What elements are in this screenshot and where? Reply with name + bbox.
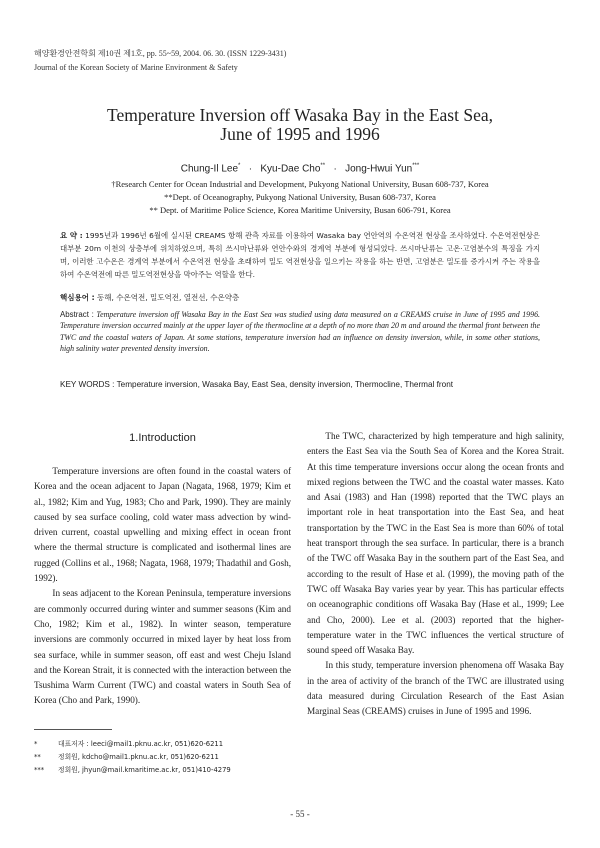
author-1: Chung-Il Lee — [180, 163, 239, 175]
korean-abstract — [60, 229, 540, 281]
korean-abstract-label: 요 약 : — [60, 231, 83, 240]
author-separator-2: · — [333, 163, 337, 175]
korean-keywords-text: 동해, 수온역전, 밀도역전, 열전선, 수온약층 — [96, 293, 240, 302]
author-2-mark: ** — [320, 163, 326, 169]
journal-citation: 해양환경안전학회 제10권 제1호, pp. 55~59, 2004. 06. 30. (ISSN 1229-3431) — [34, 49, 287, 58]
abstract-label: Abstract : — [60, 310, 94, 319]
body-column-left — [34, 464, 291, 709]
paragraph: Temperature inversions are often found in the coastal waters of Korea and the ocean adjacent to Japan (Nagata, 1968, 1979; Kim et al., 1982; Kim and Yug, 1983; Cho and Park, 1990). They are mainly caused by sea surface cooling, cold water mass advection by wind-driven current, coastal upwelling and mixing effect in ocean front where the thermal structure is complicated and isothermal lines are rugged (Collins et al., 1968; Nagata, 1968, 1979; Thadathil and Gosh, 1992). — [34, 466, 291, 584]
affiliation-3: ** Dept. of Maritime Police Science, Korea Maritime University, Busan 606-791, Korea — [149, 205, 451, 215]
author-3: Jong-Hwui Yun — [345, 163, 413, 175]
footnote — [34, 751, 231, 764]
footnote-mark: *** — [34, 766, 45, 774]
journal-name: Journal of the Korean Society of Marine Environment & Safety — [34, 63, 238, 72]
footnote-text: 정회원, kdcho@mail1.pknu.ac.kr, 051)620-6211 — [58, 753, 219, 761]
body-column-right — [307, 429, 564, 720]
paragraph: In seas adjacent to the Korean Peninsula, temperature inversions are commonly occurred during winter and summer seasons (Kim and Cho, 1982; Kim et al., 1982). In winter season, temperature inversions are commonly occurred in mixed layer by heat loss from sea surface, while in summer season, off east and west Cheju Island and the Korean Strait, it is connected with the interaction between the Tsushima Warm Current (TWC) and coastal waters in South Sea of Korea (Cho and Park, 1990). — [34, 588, 291, 706]
english-abstract — [60, 309, 540, 355]
author-2: Kyu-Dae Cho — [260, 163, 321, 175]
footnote — [34, 764, 231, 777]
footnote-text: 대표저자 : leeci@mail1.pknu.ac.kr, 051)620-6211 — [58, 740, 224, 748]
paragraph: The TWC, characterized by high temperature and high salinity, enters the East Sea via the South Sea of Korea and the Korea Strait. At this time temperature inversions occur along the ocean fronts and mixed regions between the TWC and the coastal water masses. Kato and Asai (1983) and Han (1998) reported that the TWC plays an important role in heat transportation into the East Sea, and heat transportation by the TWC in the East Sea is more than 60% of total heat transport through the sea surface. In particular, there is a branch of the TWC off Wasaka Bay in the southern part of the East Sea, and according to the result of Hase et al. (1999), the moving path of the TWC off Wasaka Bay varies year by year. This has particular effects on oceanographic conditions off Wasaka Bay (Hase et al., 1999; Lee and Cho, 2000). Lee et al. (2003) reported that the higher-temperature water in the TWC influences the vertical structure of sound speed off Wasaka Bay. — [307, 431, 564, 656]
footnotes — [34, 738, 231, 777]
affiliation-2: **Dept. of Oceanography, Pukyong National University, Busan 608-737, Korea — [164, 192, 436, 202]
footnote — [34, 738, 231, 751]
author-separator: · — [248, 163, 253, 175]
footnote-divider — [34, 729, 112, 730]
paper-title-line-1: Temperature Inversion off Wasaka Bay in the East Sea, — [107, 105, 493, 125]
keywords-text: Temperature inversion, Wasaka Bay, East Sea, density inversion, Thermocline, Thermal front — [116, 380, 454, 389]
author-3-mark: *** — [412, 163, 420, 169]
author-1-mark: * — [238, 163, 241, 169]
english-keywords — [60, 380, 550, 389]
paragraph: In this study, temperature inversion phenomena off Wasaka Bay in the area of activity of the branch of the TWC are illustrated using data measured during Circulation Research of the East Asian Marginal Seas (CREAMS) cruises in June of 1995 and 1996. — [307, 660, 564, 717]
section-heading: 1.Introduction — [129, 432, 196, 444]
korean-keywords-label: 핵심용어 : — [60, 293, 95, 302]
korean-keywords — [60, 292, 540, 303]
footnote-mark: ** — [34, 753, 41, 761]
paper-title-line-2: June of 1995 and 1996 — [220, 124, 380, 144]
affiliation-1: †Research Center for Ocean Industrial and Development, Pukyong National University, Busan 608-737, Korea — [111, 179, 489, 189]
keywords-label: KEY WORDS : — [60, 380, 115, 389]
footnote-text: 정회원, jhyun@mail.kmaritime.ac.kr, 051)410-4279 — [58, 766, 231, 774]
korean-abstract-text: 1995년과 1996년 6월에 실시된 CREAMS 항해 관측 자료를 이용하여 Wasaka bay 연안역의 수온역전 현상을 조사하였다. 수온역전현상은 대부분 20m 이천의 상층부에 위치하였으며, 특히 쓰시마난류와 연안수와의 경계역 부분에 형성되었다. 쓰시마난류는 고온·고염분수의 특징을 가지며, 이러한 고수온은 경계역 부분에서 수온역전 현상을 초래하여 밀도 역전현상을 일으키는 작용을 하는 반면, 고염분은 밀도를 증가시켜 주는 작용을 하여 수온역전에 따른 밀도역전현상을 막아주는 역할을 한다. — [60, 231, 540, 279]
footnote-mark: * — [34, 740, 38, 748]
paper-title — [0, 106, 600, 144]
abstract-text: Temperature inversion off Wasaka Bay in the East Sea was studied using data measured on a CREAMS cruise in June of 1995 and 1996. Temperature inversion occurred mainly at the upper layer of the thermocline at a depth of no more than 20 m and around the thermal front between the TWC and the coastal waters of Japan. At some stations, temperature inversion had an influence on density inversion, while, in some other stations, high salinity water prevented density inversion. — [60, 310, 540, 354]
author-list — [0, 163, 600, 174]
journal-header — [34, 47, 286, 75]
page-number: - 55 - — [290, 809, 310, 819]
